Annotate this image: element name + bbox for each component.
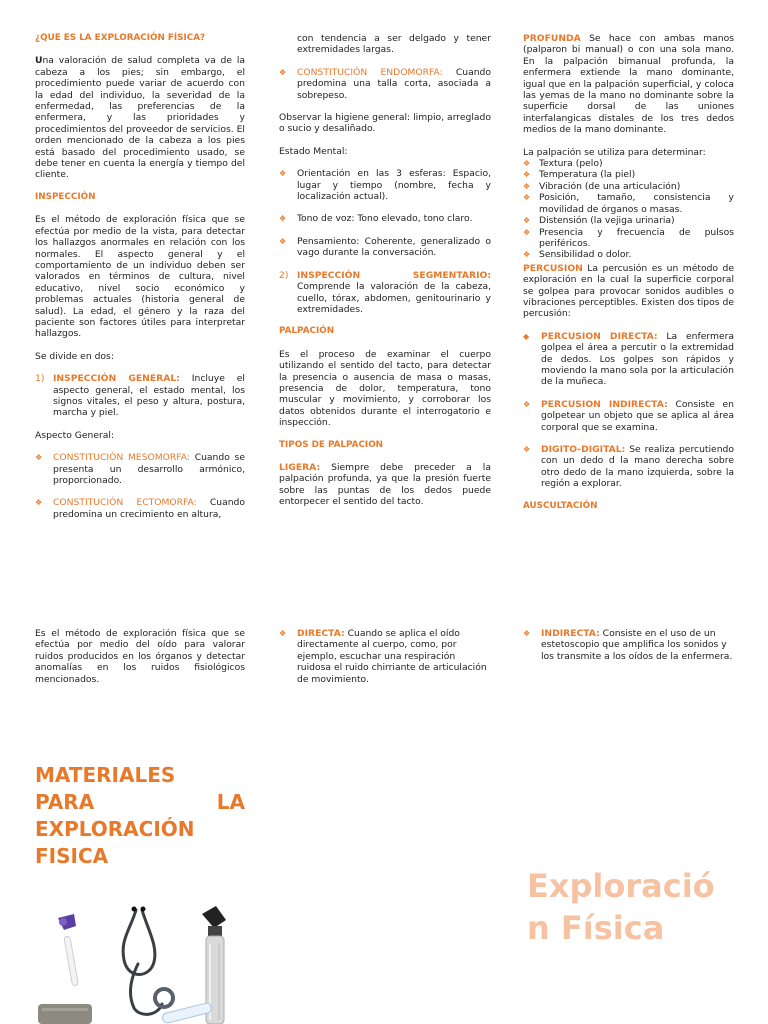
list-item: ❖ Presencia y frecuencia de pulsos periféricos. (523, 226, 734, 249)
solid-diamond-icon: ◆ (523, 331, 530, 341)
reflex-hammer-icon (58, 914, 78, 986)
section-title-palpacion: PALPACIÓN (279, 326, 335, 337)
bullet-icon: ❖ (523, 193, 531, 203)
bullet-icon: ❖ (523, 159, 531, 169)
diamond-bullet-icon: ❖ (279, 169, 287, 179)
list-item-directa (279, 628, 491, 685)
bullet-icon: ❖ (523, 181, 531, 191)
def-mesomorfa: Cuando se presenta un desarrollo armónico, proporcionado. (53, 452, 245, 486)
paragraph-inspeccion: Es el método de exploración física que se efectúa por medio de la vista, para detectar los hallazgos anormales en relación con los normales. El aspecto general y el comportamiento de un individuo deben ser valorados en términos de cultura, nivel educativo, nivel socio económico y problemas actuales (historia general de salud). La edad, el género y la raza del paciente son factores útiles para interpretar hallazgos. (35, 214, 245, 340)
number-marker: 2) (279, 269, 289, 281)
term-directa: DIRECTA: (297, 628, 345, 639)
def-percusion-indirecta: Consiste en golpetear un objeto que se aplica al área corporal que se examina. (541, 398, 734, 433)
list-item-endomorfa (279, 67, 491, 101)
diamond-bullet-icon: ❖ (523, 445, 531, 454)
list-item: ❖ Sensibilidad o dolor. (523, 249, 632, 261)
bottom-col-2 (279, 628, 491, 685)
bullet-icon: ❖ (523, 216, 531, 226)
paragraph-ligera (279, 462, 491, 508)
diamond-bullet-icon: ❖ (523, 629, 531, 638)
diamond-bullet-icon: ❖ (523, 399, 531, 409)
paragraph-higiene: Observar la higiene general: limpio, arreglado o sucio y desaliñado. (279, 112, 491, 135)
list-item-ectomorfa (35, 497, 245, 520)
term-mesomorfa: CONSTITUCIÓN MESOMORFA: (53, 452, 190, 464)
list-item: ❖ Vibración (de una articulación) (523, 180, 681, 192)
term-inspeccion-general: INSPECCIÓN GENERAL: (53, 373, 180, 385)
ectomorfa-continuation (279, 33, 491, 56)
drop-letter: U (35, 55, 43, 67)
paragraph-intro (35, 55, 245, 180)
text-tono-voz: Tono de voz: Tono elevado, tono claro. (297, 213, 473, 225)
column-2 (279, 33, 491, 508)
list-item: ❖ Temperatura (la piel) (523, 169, 636, 181)
divide-text: Se divide en dos: (35, 350, 114, 362)
text-pensamiento: Pensamiento: Coherente, generalizado o vago durante la conversación. (297, 235, 491, 259)
estado-mental-label: Estado Mental: (279, 145, 348, 157)
bottom-col-3 (523, 628, 734, 662)
list-item: ❖ Posición, tamaño, consistencia y movilidad de órganos o masas. (523, 192, 734, 215)
list-item-percusion-directa (523, 331, 734, 388)
number-marker: 1) (35, 373, 45, 385)
diamond-bullet-icon: ❖ (279, 67, 287, 77)
intro-text: na valoración de salud completa va de la cabeza a los pies; sin embargo, el procedimiento puede variar de acuerdo con la edad del individuo, la severidad de la enfermedad, las preferencias de la enfermera, y las prioridades y procedimientos del proveedor de servicios. El orden mencionado de la cabeza a los pies está basado del procedimiento usado, se debe tener en cuenta la energía y tiempo del cliente. (35, 55, 245, 181)
paragraph-percusion (523, 263, 734, 320)
term-ligera: LIGERA: (279, 461, 321, 473)
term-ectomorfa: CONSTITUCIÓN ECTOMORFA: (53, 497, 197, 509)
diamond-bullet-icon: ❖ (35, 453, 43, 463)
bullet-icon: ❖ (523, 170, 531, 180)
stethoscope-icon (123, 910, 173, 1014)
bottom-col-1 (35, 628, 245, 685)
term-inspeccion-segmentario: INSPECCIÓN SEGMENTARIO: (297, 269, 491, 281)
list-item-tono-voz (279, 213, 491, 224)
list-item-percusion-indirecta (523, 399, 734, 433)
text-orientacion: Orientación en las 3 esferas: Espacio, lugar y tiempo (nombre, fecha y localización actual). (297, 168, 491, 203)
def-ectomorfa: Cuando predomina un crecimiento en altura, (53, 497, 245, 520)
blood-pressure-cuff-icon (38, 1004, 92, 1024)
section-title-tipos-palpacion: TIPOS DE PALPACION (279, 439, 384, 450)
column-1 (35, 33, 245, 520)
list-item-indirecta (523, 628, 734, 662)
def-percusion: La percusión es un método de exploración en la cual la superficie corporal se golpea para provocar sonidos audibles o vibraciones perceptibles. Existen dos tipos de percusión: (523, 262, 734, 320)
paragraph-profunda (523, 33, 734, 136)
def-percusion-directa: La enfermera golpea el área a percutir o la extremidad de dedos. Los golpes son rápidos y moviendo la mano sola por la articulación de la muñeca. (541, 330, 735, 388)
term-percusion-indirecta: PERCUSION INDIRECTA: (541, 398, 668, 410)
bullet-icon: ❖ (523, 250, 531, 260)
list-item-digito-digital (523, 444, 734, 490)
list-item-inspeccion-general (35, 373, 245, 419)
cover-title: Exploració n Física (527, 867, 715, 947)
list-item: ❖ Distensión (la vejiga urinaria) (523, 215, 675, 227)
list-item-pensamiento (279, 236, 491, 259)
def-endomorfa: Cuando predomina una talla corta, asociada a sobrepeso. (297, 66, 491, 101)
term-percusion-directa: PERCUSION DIRECTA: (541, 330, 658, 342)
term-percusion: PERCUSION (523, 262, 583, 274)
def-ligera: Siempre debe preceder a la palpación profunda, ya que la presión fuerte sobre las puntas de los dedos puede entorpecer el sentido del tacto. (279, 461, 491, 508)
bullet-icon: ❖ (523, 227, 531, 237)
section-title-what-is: ¿QUE ES LA EXPLORACIÓN FÍSICA? (35, 33, 206, 43)
term-profunda: PROFUNDA (523, 33, 581, 44)
term-digito-digital: DIGITO-DIGITAL: (541, 444, 626, 455)
diamond-bullet-icon: ❖ (279, 236, 287, 246)
palpacion-list (523, 158, 734, 261)
paragraph-auscultacion: Es el método de exploración física que se efectúa por medio del oído para valorar ruidos producidos en los órganos y detectar anomalías en los ruidos fisiológicos mencionados. (35, 628, 245, 685)
def-indirecta: Consiste en el uso de un estetoscopio que amplifica los sonidos y los transmite a los oídos de la enfermera. (541, 628, 733, 662)
def-inspeccion-general: Incluye el aspecto general, el estado mental, los signos vitales, el peso y altura, postura, marcha y piel. (53, 373, 245, 419)
def-inspeccion-segmentario: Comprende la valoración de la cabeza, cuello, tórax, abdomen, genitourinario y extremidades. (297, 281, 491, 315)
list-item-inspeccion-segmentario (279, 270, 491, 316)
term-indirecta: INDIRECTA: (541, 628, 600, 639)
determinar-label: La palpación se utiliza para determinar: (523, 146, 706, 158)
term-endomorfa: CONSTITUCIÓN ENDOMORFA: (297, 66, 443, 78)
aspecto-general-label: Aspecto General: (35, 429, 115, 441)
list-item: ❖ Textura (pelo) (523, 158, 603, 170)
diamond-bullet-icon: ❖ (35, 498, 43, 508)
diamond-bullet-icon: ❖ (279, 629, 287, 638)
section-title-inspeccion: INSPECCIÓN (35, 191, 96, 202)
def-digito-digital: Se realiza percutiendo con un dedo d la mano derecha sobre otro dedo de la mano izquierda, sobre la región a explorar. (541, 444, 734, 490)
ectomorfa-cont-text: con tendencia a ser delgado y tener extremidades largas. (297, 33, 491, 56)
materiales-title: MATERIALES PARA LA EXPLORACIÓN FISICA (35, 763, 245, 868)
def-profunda: Se hace con ambas manos (palparon bi manual) o con una sola mano. En la palpación bimanual profunda, la enfermera extiende la mano dominante, igual que en la palpación superficial, y coloca las yemas de la mano no dominante sobre la superficie dorsal de las uniones interfalangicas distales de los tres dedos medios de la mano dominante. (523, 33, 734, 136)
section-title-auscultacion: AUSCULTACIÓN (523, 500, 598, 511)
diamond-bullet-icon: ❖ (279, 214, 287, 224)
column-3 (523, 33, 734, 512)
medical-instruments-image (30, 900, 265, 1024)
paragraph-palpacion: Es el proceso de examinar el cuerpo utilizando el sentido del tacto, para detectar la presencia o ausencia de masa o masas, presencia de dolor, temperatura, tono muscular y movimiento, y corroborar los datos obtenidos durante el interrogatorio e inspección. (279, 348, 491, 429)
list-item-mesomorfa (35, 452, 245, 486)
def-directa: Cuando se aplica el oído directamente al cuerpo, como, por ejemplo, escuchar una respiración ruidosa el ruido chirriante de articulación de movimiento. (297, 628, 487, 685)
list-item-orientacion (279, 168, 491, 202)
